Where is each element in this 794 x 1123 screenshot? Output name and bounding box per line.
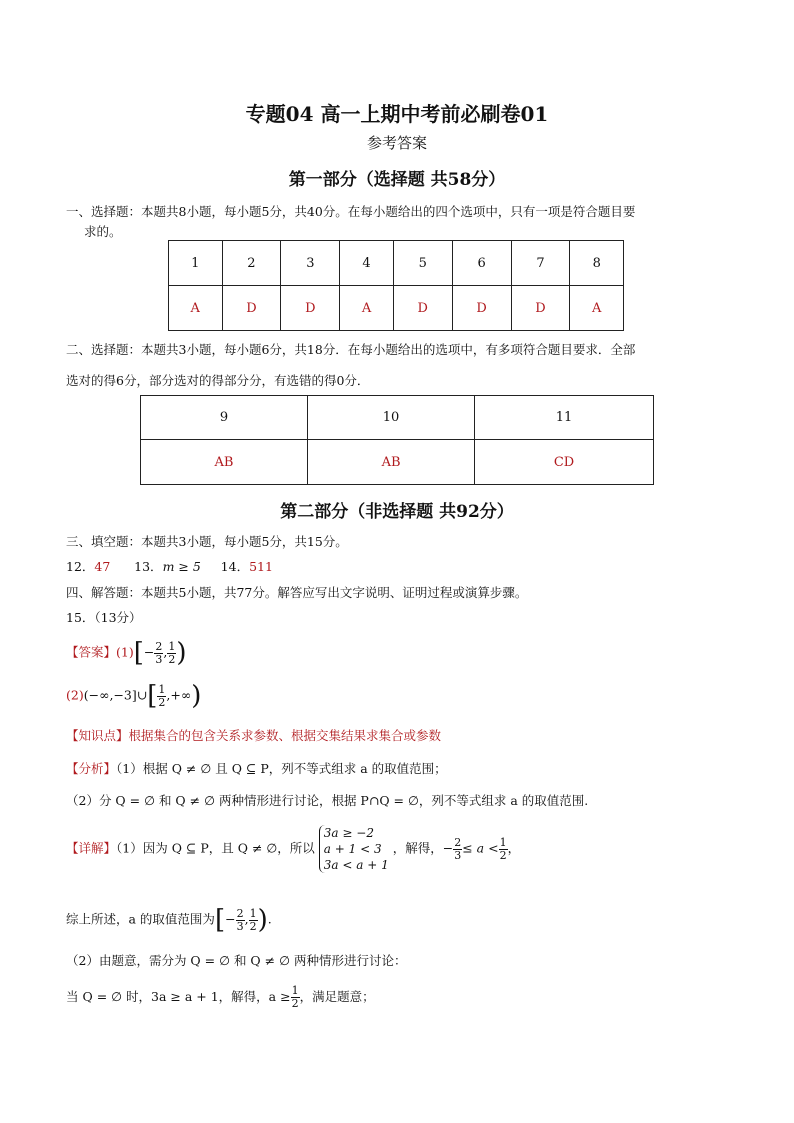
fraction: $\frac{1}{2}$: [499, 835, 507, 862]
inequality-system: [319, 825, 389, 873]
detail-text-3b: ，满足题意；: [299, 989, 375, 1004]
q14-answer: 511: [249, 559, 273, 574]
answer2-prefix: (2): [66, 687, 84, 703]
table1-number: 2: [222, 241, 281, 286]
part1-title: 第一部分（选择题 共58分）: [288, 170, 506, 190]
fraction: $\frac{2}{3}$: [454, 835, 462, 862]
table1-answer: D: [511, 286, 570, 331]
analysis-text-2: （2）分 Q = ∅ 和 Q ≠ ∅ 两种情形进行讨论，根据 P∩Q = ∅，列不等式组求 a 的取值范围.: [66, 793, 589, 808]
table2-answer: AB: [141, 440, 308, 485]
table2-answer: AB: [308, 440, 475, 485]
question15-heading: 15．（13分）: [66, 610, 142, 625]
knowledge-line: [66, 726, 441, 744]
table1-answer: D: [222, 286, 281, 331]
detail-text-3a: 当 Q = ∅ 时，3a ≥ a + 1，解得，a ≥: [66, 989, 291, 1004]
q13-label: 13．: [134, 559, 163, 574]
section3-instructions: 三、填空题：本题共3小题，每小题5分，共15分。: [66, 534, 348, 549]
system-row: 3a ≥ −2: [323, 826, 374, 840]
choice-answer-table-2: [140, 395, 654, 485]
fraction: $\frac{1}{2}$: [249, 906, 257, 933]
table1-number: 8: [570, 241, 624, 286]
page-subtitle: 参考答案: [366, 134, 427, 152]
table1-number: 6: [452, 241, 511, 286]
answer2-left-interval: (−∞,−3]: [83, 687, 137, 703]
fraction: $\frac{1}{2}$: [158, 682, 166, 709]
q12-answer: 47: [94, 559, 111, 574]
knowledge-label: 【知识点】: [66, 728, 129, 743]
table1-answer: A: [169, 286, 223, 331]
table1-answer: D: [393, 286, 452, 331]
part2-title: 第二部分（非选择题 共92分）: [280, 502, 514, 522]
answer-line-2: (2)(−∞,−3]∪[ $\frac{1}{2}$ ,+∞): [66, 681, 202, 711]
section2-instructions-line2: 选对的得6分，部分选对的得部分分，有选错的得0分．: [66, 373, 370, 388]
fraction: $\frac{1}{2}$: [291, 984, 299, 1010]
table1-number: 1: [169, 241, 223, 286]
conclusion-line-1: 综上所述，a 的取值范围为[− $\frac{2}{3}$ , $\frac{1}{2}$ ).: [66, 905, 272, 935]
detail-text-1b: ，解得，: [392, 840, 443, 856]
table1-number: 7: [511, 241, 570, 286]
page-title: 专题04 高一上期中考前必刷卷01: [245, 102, 549, 126]
table1-answer: D: [452, 286, 511, 331]
analysis-line-1: [66, 759, 447, 777]
q14-label: 14．: [220, 559, 250, 574]
q13-answer: m ≥ 5: [162, 559, 201, 574]
fraction: $\frac{2}{3}$: [155, 639, 163, 666]
choice-answer-table-1: [168, 240, 624, 331]
table1-number: 4: [340, 241, 394, 286]
detail-line-1: 【详解】（1）因为 Q ⊆ P，且 Q ≠ ∅，所以 3a ≥ −2 a + 1 < 3 3a < a + 1 ，解得，− $\frac{2}{3}$ ≤ a < $\frac{1}{2}$ ，: [66, 826, 521, 872]
fraction: $\frac{1}{2}$: [168, 639, 176, 666]
q12-label: 12．: [66, 559, 95, 574]
fraction: $\frac{2}{3}$: [236, 906, 244, 933]
section1-instructions-line2: 求的。: [84, 224, 122, 239]
system-row: a + 1 < 3: [323, 842, 382, 856]
detail-text-1a: （1）因为 Q ⊆ P，且 Q ≠ ∅，所以: [116, 840, 315, 856]
table1-answer: A: [340, 286, 394, 331]
table2-answer: CD: [475, 440, 654, 485]
table1-number: 5: [393, 241, 452, 286]
fill-in-answers: [66, 557, 273, 575]
system-row: 3a < a + 1: [323, 858, 389, 872]
answer-label: 【答案】: [66, 644, 117, 660]
conclusion-text: 综上所述，a 的取值范围为: [66, 911, 215, 927]
answer-line-1: 【答案】(1)[− $\frac{2}{3}$ , $\frac{1}{2}$ ): [66, 638, 187, 668]
detail-label: 【详解】: [66, 840, 117, 856]
table1-number: 3: [281, 241, 340, 286]
section1-instructions-line1: 一、选择题：本题共8小题，每小题5分，共40分。在每小题给出的四个选项中，只有一项是符合题目要: [66, 204, 636, 219]
knowledge-text: 根据集合的包含关系求参数、根据交集结果求集合或参数: [128, 728, 442, 743]
section2-instructions-line1: 二、选择题：本题共3小题，每小题6分，共18分．在每小题给出的选项中，有多项符合题目要求．全部: [66, 342, 636, 357]
table2-number: 11: [475, 396, 654, 440]
analysis-text-1: （1）根据 Q ≠ ∅ 且 Q ⊆ P，列不等式组求 a 的取值范围；: [116, 761, 447, 776]
table2-number: 9: [141, 396, 308, 440]
table2-number: 10: [308, 396, 475, 440]
answer1-prefix: (1): [116, 644, 134, 660]
table1-answer: D: [281, 286, 340, 331]
section4-instructions: 四、解答题：本题共5小题，共77分。解答应写出文字说明、证明过程或演算步骤。: [66, 585, 528, 600]
detail-line-3: [66, 985, 375, 1010]
union-symbol: ∪: [136, 687, 148, 703]
detail-line-2: （2）由题意，需分为 Q = ∅ 和 Q ≠ ∅ 两种情形进行讨论：: [66, 953, 407, 968]
analysis-label: 【分析】: [66, 761, 117, 776]
table1-answer: A: [570, 286, 624, 331]
